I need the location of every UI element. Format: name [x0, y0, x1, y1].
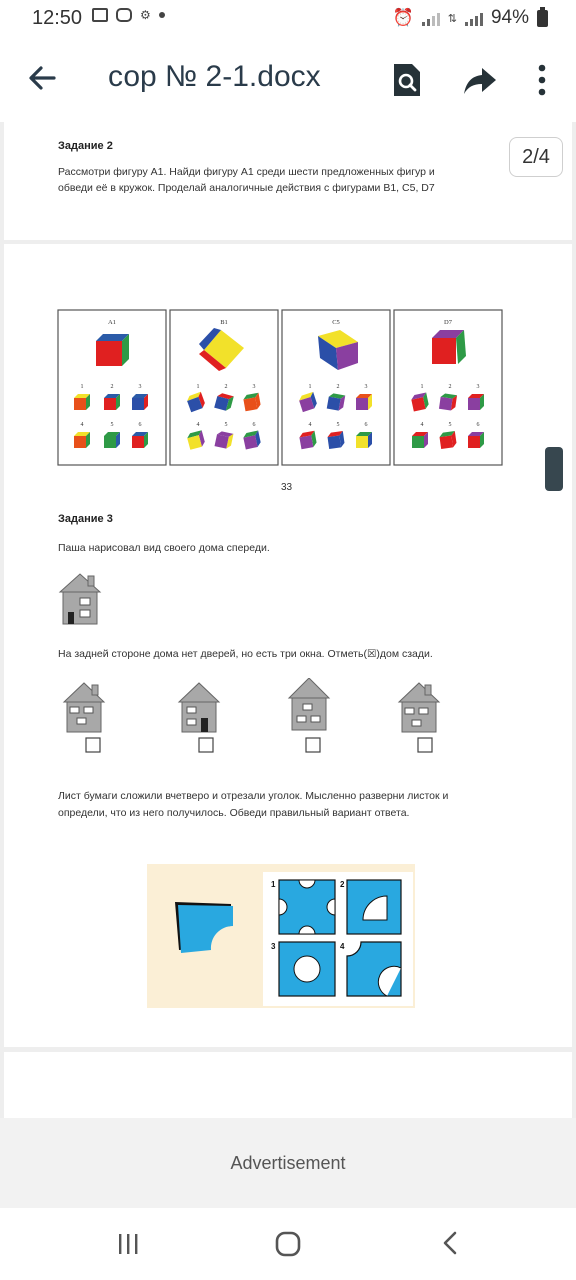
- house-option-3: [289, 678, 329, 730]
- task3-heading: Задание 3: [58, 513, 113, 525]
- search-document-icon[interactable]: [384, 58, 428, 102]
- house-option-1: [64, 683, 104, 732]
- cube-option: [104, 394, 120, 410]
- document-page: [4, 1052, 572, 1118]
- scrollbar-thumb[interactable]: [545, 447, 563, 491]
- cube-option: [356, 394, 372, 410]
- paper-option-label-4: 4: [340, 942, 345, 951]
- status-time: 12:50: [32, 7, 83, 29]
- option-number: 6: [364, 422, 368, 428]
- option-number: 6: [138, 422, 142, 428]
- battery-percent: 94%: [490, 7, 529, 28]
- status-bar: [0, 0, 576, 36]
- notification-icons: [92, 8, 165, 22]
- panel-label-d7: D7: [444, 319, 452, 326]
- option-number: 2: [110, 384, 114, 390]
- cube-option: [412, 432, 428, 448]
- advertisement-label: Advertisement: [230, 1153, 346, 1173]
- paper-folding-figure: [147, 864, 415, 1008]
- option-number: 6: [252, 422, 256, 428]
- paper-task-text-line1: Лист бумаги сложили вчетверо и отрезали уголок. Мысленно разверни листок и: [58, 790, 449, 802]
- more-notifications-dot-icon: [159, 12, 165, 18]
- panel-label-b1: B1: [220, 319, 228, 326]
- option-number: 2: [336, 384, 340, 390]
- option-number: 4: [80, 422, 84, 428]
- system-navigation-bar: [0, 1208, 576, 1280]
- house-option-4: [399, 683, 439, 732]
- battery-icon: [537, 10, 548, 27]
- cube-panels-figure: [56, 308, 506, 468]
- cube-a1-target: [96, 334, 129, 366]
- document-title: сор № 2-1.docx: [108, 60, 321, 93]
- app-notification-icon: ⚙: [140, 8, 151, 22]
- option-number: 3: [252, 384, 256, 390]
- signal-1-icon: [422, 10, 440, 26]
- option-number: 4: [420, 422, 424, 428]
- task3-text-line1: Паша нарисовал вид своего дома спереди.: [58, 542, 270, 554]
- alarm-icon: ⏰: [392, 8, 414, 27]
- option-number: 1: [196, 384, 200, 390]
- option-number: 2: [448, 384, 452, 390]
- home-icon[interactable]: [272, 1228, 304, 1260]
- panel-label-c5: C5: [332, 319, 340, 326]
- cube-option: [468, 432, 484, 448]
- house-checkbox-1[interactable]: [86, 738, 100, 752]
- page-number: 33: [281, 482, 293, 493]
- task2-text-line1: Рассмотри фигуру А1. Найди фигуру А1 среди шести предложенных фигур и: [58, 166, 435, 178]
- instagram-icon: [116, 8, 132, 22]
- house-front-figure: [58, 572, 102, 626]
- option-number: 3: [476, 384, 480, 390]
- paper-option-2: [347, 880, 401, 934]
- option-number: 6: [476, 422, 480, 428]
- cube-d7-target: [432, 330, 466, 364]
- paper-option-3: [279, 942, 335, 996]
- advertisement-banner[interactable]: [0, 1118, 576, 1208]
- task2-text-line2: обведи её в кружок. Проделай аналогичные действия с фигурами В1, С5, D7: [58, 182, 435, 194]
- cube-option: [132, 432, 148, 448]
- paper-option-label-1: 1: [271, 880, 276, 889]
- house-back-options: [62, 678, 442, 758]
- option-number: 4: [196, 422, 200, 428]
- back-icon[interactable]: [436, 1228, 466, 1258]
- option-number: 2: [224, 384, 228, 390]
- option-number: 3: [138, 384, 142, 390]
- app-bar: [0, 36, 576, 122]
- panel-label-a1: A1: [108, 319, 116, 326]
- option-number: 1: [420, 384, 424, 390]
- more-vert-icon[interactable]: [520, 58, 564, 102]
- data-transfer-icon: ⇅: [447, 12, 457, 25]
- gallery-icon: [92, 8, 108, 22]
- option-number: 5: [336, 422, 340, 428]
- house-checkbox-2[interactable]: [199, 738, 213, 752]
- option-number: 5: [448, 422, 452, 428]
- task2-heading: Задание 2: [58, 140, 113, 152]
- status-right: [393, 7, 548, 29]
- cube-option: [74, 432, 90, 448]
- page-counter: 2/4: [509, 137, 563, 177]
- paper-option-1: [279, 880, 335, 934]
- option-number: 5: [110, 422, 114, 428]
- paper-task-text-line2: определи, что из него получилось. Обведи правильный вариант ответа.: [58, 807, 410, 819]
- house-option-2: [179, 683, 219, 732]
- cube-option: [468, 394, 484, 410]
- back-arrow-icon[interactable]: [22, 58, 62, 98]
- task3-text-line2: На задней стороне дома нет дверей, но есть три окна. Отметь(☒)дом сзади.: [58, 648, 433, 660]
- paper-option-label-3: 3: [271, 942, 276, 951]
- house-checkbox-3[interactable]: [306, 738, 320, 752]
- signal-2-icon: [465, 10, 483, 26]
- cube-option: [132, 394, 148, 410]
- cube-option: [356, 432, 372, 448]
- option-number: 3: [364, 384, 368, 390]
- cube-option: [74, 394, 90, 410]
- option-number: 1: [308, 384, 312, 390]
- option-number: 4: [308, 422, 312, 428]
- option-number: 1: [80, 384, 84, 390]
- paper-option-label-2: 2: [340, 880, 345, 889]
- share-icon[interactable]: [458, 58, 502, 102]
- house-checkbox-4[interactable]: [418, 738, 432, 752]
- recent-apps-icon[interactable]: [114, 1230, 142, 1258]
- option-number: 5: [224, 422, 228, 428]
- cube-option: [104, 432, 120, 448]
